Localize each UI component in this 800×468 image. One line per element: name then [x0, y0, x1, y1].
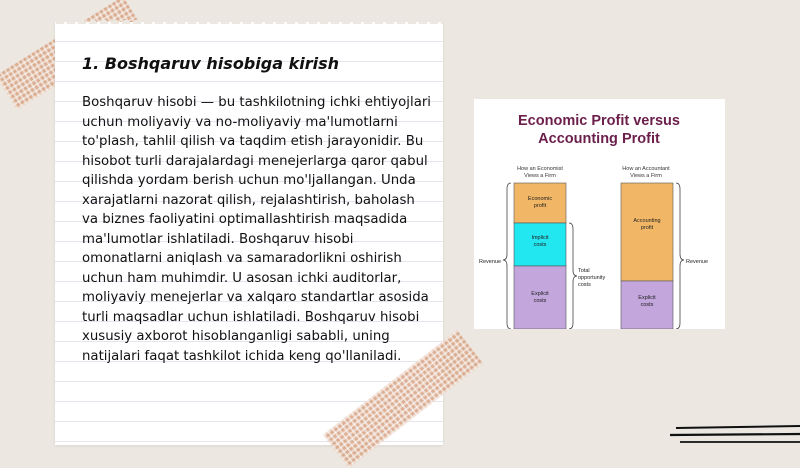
total-opportunity-label-3: costs: [578, 282, 591, 288]
economic-profit-label-1: Economic: [527, 196, 553, 202]
accountant-caption-2: Views a Firm: [630, 173, 662, 179]
profit-comparison-figure: [474, 99, 725, 329]
explicit-costs-acc-label-2: costs: [640, 302, 654, 308]
slide-body-text: Boshqaruv hisobi — bu tashkilotning ichki ehtiyojlari uchun moliyaviy va no-moliyaviy ma'lumotlarni to'plash, tahlil qilish va taqdim etish jarayonidir. Bu hisobot turli darajalardagi menejerlarga qaror qabul qilishda yordam berish uchun mo'ljallangan. Unda xarajatlarni nazorat qilish, rejalashtirish, baholash va biznes faoliyatini optimallashtirish maqsadida ma'lumotlar ishlatiladi. Boshqaruv hisobi omonatlarni aniqlash va samaradorlikni oshirish uchun ham muhimdir. U asosan ichki auditorlar, moliyaviy menejerlar va xalqaro standartlar asosida turli maqsadlar uchun ishlatiladi. Boshqaruv hisobi xususiy axborot hisoblanganligi sababli, uning natijalari faqat tashkilot ichida keng qo'llaniladi.: [82, 95, 431, 364]
economist-caption-1: How an Economist: [517, 166, 563, 172]
total-opportunity-label-2: opportunity: [578, 275, 606, 281]
accounting-profit-segment: [621, 183, 673, 281]
decorative-line-2: [670, 434, 800, 435]
figure-title-line1: Economic Profit versus: [518, 113, 680, 129]
revenue-brace-right: [676, 183, 684, 329]
economic-profit-label-2: profit: [533, 203, 547, 209]
decorative-lines: [670, 420, 800, 450]
explicit-costs-acc-label-1: Explicit: [638, 295, 656, 301]
revenue-label-left: Revenue: [479, 259, 502, 265]
figure-title-line2: Accounting Profit: [538, 131, 660, 147]
explicit-costs-label-1: Explicit: [531, 291, 549, 297]
decorative-line-1: [676, 426, 800, 428]
accounting-profit-label-1: Accounting: [633, 218, 661, 224]
explicit-costs-label-2: costs: [533, 298, 547, 304]
economist-caption-2: Views a Firm: [524, 173, 556, 179]
slide-title: 1. Boshqaruv hisobiga kirish: [82, 54, 339, 73]
opportunity-brace: [569, 223, 577, 329]
revenue-label-right: Revenue: [686, 259, 709, 265]
accountant-caption-1: How an Accountant: [622, 166, 670, 172]
implicit-costs-label-2: costs: [533, 242, 547, 248]
accounting-profit-label-2: profit: [640, 225, 654, 231]
total-opportunity-label-1: Total: [578, 268, 590, 274]
revenue-brace-left: [503, 183, 511, 329]
implicit-costs-label-1: Implicit: [531, 235, 549, 241]
profit-comparison-diagram: [474, 99, 725, 329]
